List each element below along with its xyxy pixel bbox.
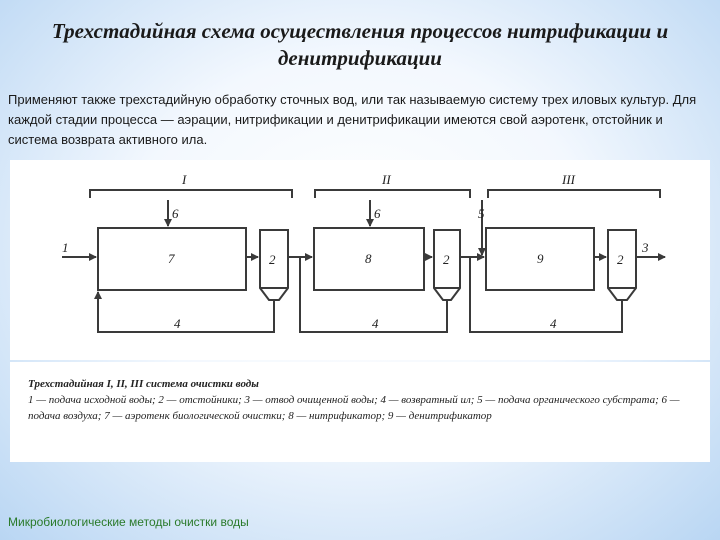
settler-2-label: 2 [443,252,450,267]
input-label: 1 [62,240,69,255]
return-sludge-line-3 [470,257,622,332]
stage-1-brace [90,190,292,198]
stage-3-label: III [562,172,575,187]
settler-3-label: 2 [617,252,624,267]
return-sludge-line-1 [98,292,274,332]
stage-1-label: I [182,172,187,187]
figure-caption [10,362,710,462]
caption-title: Трехстадийная I, II, III система очистки воды [28,378,259,390]
air-label-1: 6 [172,206,179,221]
slide-title: Трехстадийная схема осуществления процессов нитрификации и денитрификации [51,19,669,70]
intro-paragraph: Применяют также трехстадийную обработку сточных вод, или так называемую систему трех иловых культур. Для каждой стадии процесса — аэрации, нитрификации и денитрификации имеются свой аэротенк, отстойник и система возврата активного ила. [8,92,697,147]
substrate-label: 5 [478,206,485,221]
aeration-tank-label: 7 [168,251,175,266]
caption-legend: 1 — подача исходной воды; 2 — отстойники; 3 — отвод очищенной воды; 4 — возвратный ил; 5 — подача органического субстрата; 6 — подача воздуха; 7 — аэротенк биологической очистки; 8 — нитрификатор; 9 — денитрификатор [28,394,680,422]
output-label: 3 [642,240,649,255]
stage-2-label: II [382,172,391,187]
nitrification-tank-label: 8 [365,251,372,266]
return-label-1: 4 [174,316,181,331]
stage-3-brace [488,190,660,198]
settler-1-label: 2 [269,252,276,267]
return-label-3: 4 [550,316,557,331]
air-label-2: 6 [374,206,381,221]
treatment-scheme-diagram [10,160,710,360]
denitrification-tank-label: 9 [537,251,544,266]
slide-footer: Микробиологические методы очистки воды [8,515,249,529]
return-label-2: 4 [372,316,379,331]
stage-2-brace [315,190,470,198]
